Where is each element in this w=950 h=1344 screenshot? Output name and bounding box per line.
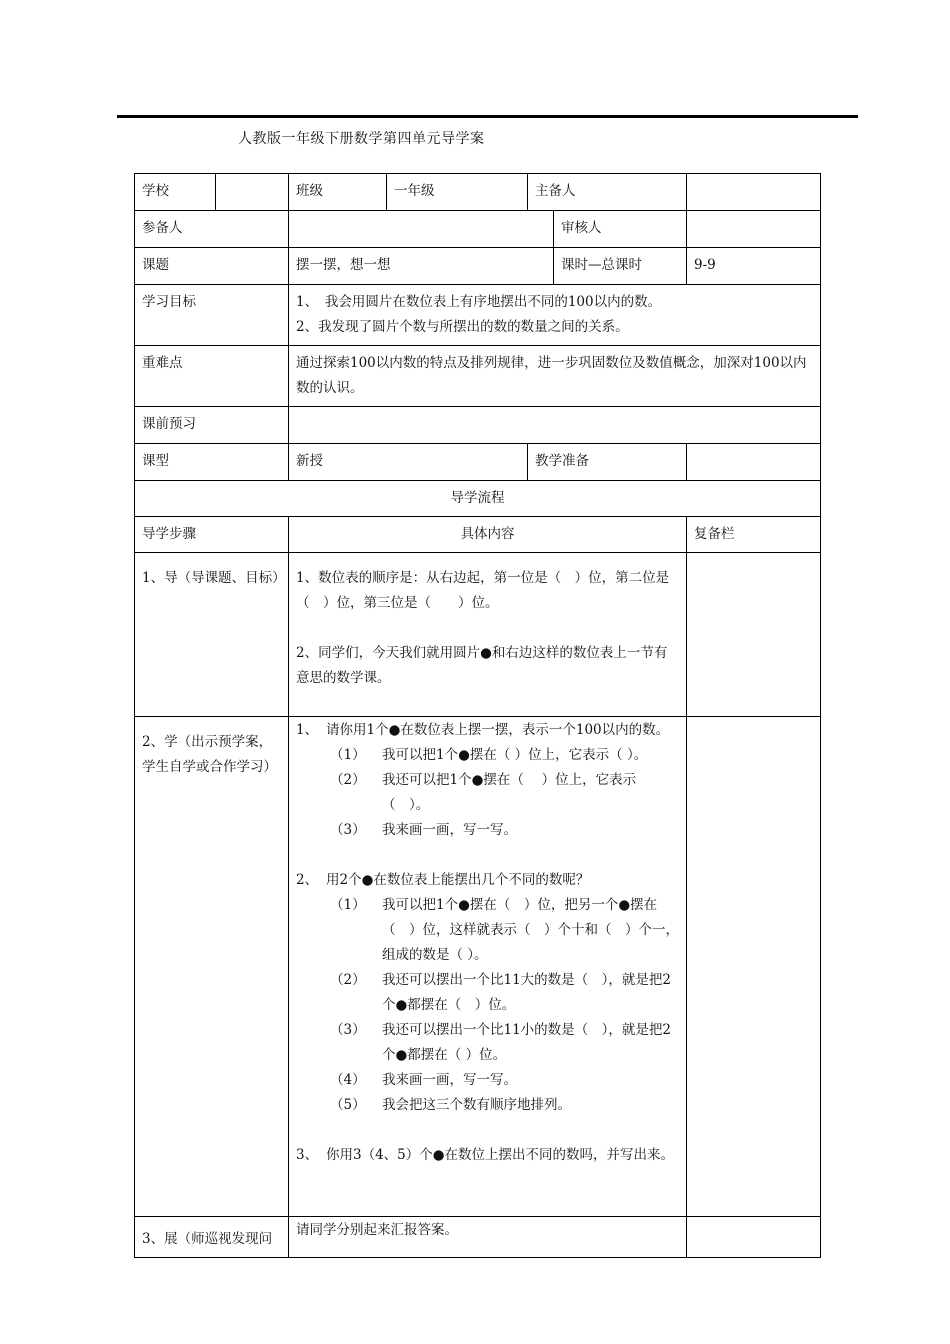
- key-points-label: 重难点: [135, 346, 289, 407]
- flow-title: 导学流程: [135, 481, 821, 517]
- lesson-plan-table: [134, 173, 821, 1258]
- prep-value: [687, 444, 821, 481]
- question-2: 2、 用2个●在数位表上能摆出几个不同的数呢？: [296, 872, 590, 888]
- type-value: 新授: [289, 444, 528, 481]
- document-title: 人教版一年级下册数学第四单元导学案: [238, 131, 485, 147]
- step1-content: [289, 553, 687, 717]
- school-value: [216, 174, 289, 211]
- step3-review: [687, 1217, 821, 1258]
- question-1: 1、 请你用1个●在数位表上摆一摆，表示一个100以内的数。: [296, 722, 670, 738]
- row-topic: [135, 248, 821, 285]
- question-2-sub: （2） 我还可以摆出一个比11大的数是（ ），就是把2个●都摆在（ ）位。: [330, 972, 672, 1013]
- col-step-header: 导学步骤: [135, 517, 289, 553]
- goal-item: 2、我发现了圆片个数与所摆出的数的数量之间的关系。: [296, 319, 629, 335]
- key-points-content: 通过探索100以内数的特点及排列规律，进一步巩固数位及数值概念，加深对100以内数的认识。: [289, 346, 821, 407]
- step3-label: 3、展（师巡视发现问: [135, 1217, 289, 1258]
- row-flow-title: [135, 481, 821, 517]
- col-review-header: 复备栏: [687, 517, 821, 553]
- period-label: 课时—总课时: [554, 248, 687, 285]
- question-2-sub: （5） 我会把这三个数有顺序地排列。: [330, 1097, 571, 1113]
- row-school: [135, 174, 821, 211]
- page-top-rule: [117, 115, 858, 118]
- row-goals: [135, 285, 821, 346]
- preview-value: [289, 407, 821, 444]
- goals-label: 学习目标: [135, 285, 289, 346]
- row-step-3: [135, 1217, 821, 1258]
- row-key-points: [135, 346, 821, 407]
- class-label: 班级: [289, 174, 387, 211]
- preparer-label: 主备人: [528, 174, 687, 211]
- period-value: 9-9: [687, 248, 821, 285]
- question-1-sub: （3） 我来画一画，写一写。: [330, 822, 517, 838]
- topic-value: 摆一摆，想一想: [289, 248, 554, 285]
- step3-content: 请同学分别起来汇报答案。: [289, 1217, 687, 1258]
- row-type: [135, 444, 821, 481]
- step2-label: 2、学（出示预学案，学生自学或合作学习）: [135, 717, 289, 1217]
- question-1-sub: （2） 我还可以把1个●摆在（ ）位上，它表示（ ）。: [330, 772, 637, 813]
- step1-paragraph: 2、同学们，今天我们就用圆片●和右边这样的数位表上一节有意思的数学课。: [296, 645, 668, 686]
- question-2-sub: （3） 我还可以摆出一个比11小的数是（ ），就是把2个●都摆在（ ）位。: [330, 1022, 672, 1063]
- row-preview: [135, 407, 821, 444]
- preparer-value: [687, 174, 821, 211]
- type-label: 课型: [135, 444, 289, 481]
- class-value: 一年级: [387, 174, 528, 211]
- goal-item: 1、 我会用圆片在数位表上有序地摆出不同的100以内的数。: [296, 294, 662, 310]
- prep-label: 教学准备: [528, 444, 687, 481]
- row-flow-headers: [135, 517, 821, 553]
- row-step-1: [135, 553, 821, 717]
- step1-paragraph: 1、数位表的顺序是：从右边起，第一位是（ ）位，第二位是（ ）位，第三位是（ ）位。: [296, 570, 670, 611]
- step1-label: 1、导（导课题、目标）: [135, 553, 289, 717]
- row-step-2: [135, 717, 821, 1217]
- reviewer-value: [687, 211, 821, 248]
- question-3: 3、 你用3（4、5）个●在数位上摆出不同的数吗，并写出来。: [296, 1147, 675, 1163]
- question-2-sub: （4） 我来画一画，写一写。: [330, 1072, 517, 1088]
- question-2-sub: （1） 我可以把1个●摆在（ ）位，把另一个●摆在（ ）位，这样就表示（ ）个十和（ ）个一，组成的数是（ ）。: [330, 897, 679, 963]
- preview-label: 课前预习: [135, 407, 289, 444]
- step1-review: [687, 553, 821, 717]
- school-label: 学校: [135, 174, 216, 211]
- topic-label: 课题: [135, 248, 289, 285]
- col-content-header: 具体内容: [289, 517, 687, 553]
- participants-value: [289, 211, 554, 248]
- goals-content: [289, 285, 821, 346]
- reviewer-label: 审核人: [554, 211, 687, 248]
- participants-label: 参备人: [135, 211, 289, 248]
- row-participants: [135, 211, 821, 248]
- question-1-sub: （1） 我可以把1个●摆在（ ）位上，它表示（ ）。: [330, 747, 648, 763]
- step2-review: [687, 717, 821, 1217]
- step2-content: [289, 717, 687, 1217]
